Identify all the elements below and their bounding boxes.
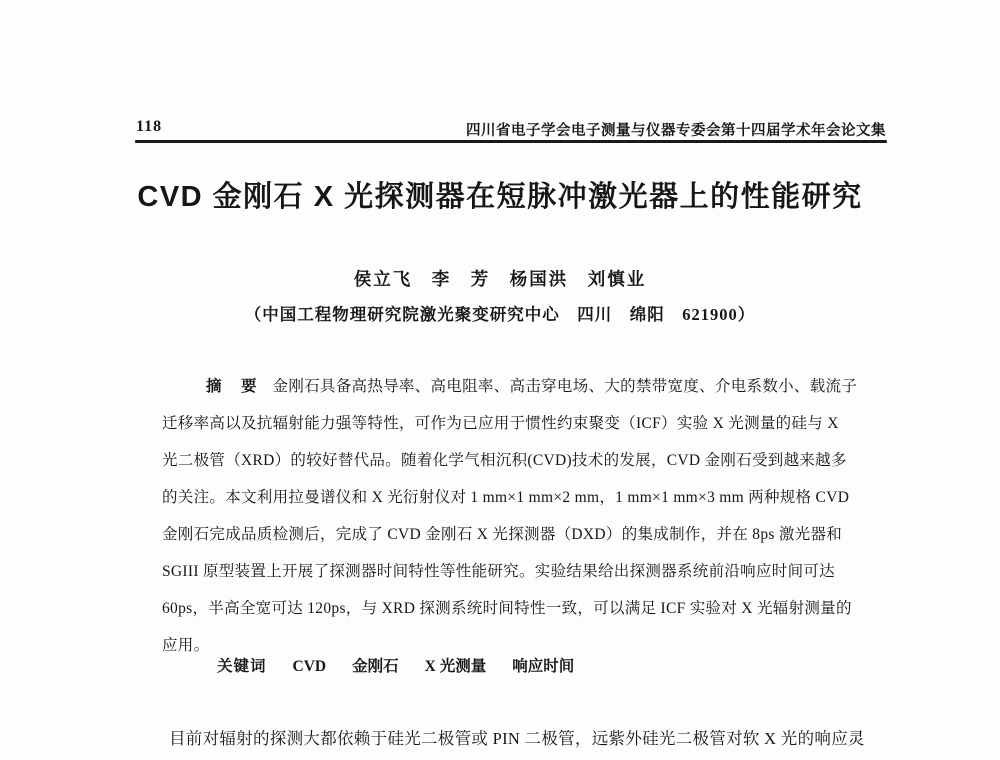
abstract-line: 的关注。本文利用拉曼谱仪和 X 光衍射仪对 1 mm×1 mm×2 mm，1 mm×1 mm×3 mm 两种规格 CVD [162, 489, 850, 506]
header-rule [135, 140, 887, 143]
abstract-line: 迁移率高以及抗辐射能力强等特性，可作为已应用于惯性约束聚变（ICF）实验 X 光测量的硅与 X [162, 415, 839, 432]
keyword-item: 响应时间 [512, 658, 575, 675]
keyword-item: 金刚石 [352, 658, 399, 675]
keyword-item: CVD [292, 658, 327, 675]
affiliation: （中国工程物理研究院激光聚变研究中心 四川 绵阳 621900） [244, 305, 756, 324]
abstract-line: 60ps，半高全宽可达 120ps，与 XRD 探测系统时间特性一致，可以满足 ICF 实验对 X 光辐射测量的 [162, 600, 852, 617]
abstract-line: SGIII 原型装置上开展了探测器时间特性等性能研究。实验结果给出探测器系统前沿响应时间可达 [162, 563, 835, 580]
abstract-line: 光二极管（XRD）的较好替代品。随着化学气相沉积(CVD)技术的发展，CVD 金刚石受到越来越多 [162, 452, 847, 469]
author-list: 侯立飞 李 芳 杨国洪 刘慎业 [353, 269, 647, 289]
body-first-line: 目前对辐射的探测大都依赖于硅光二极管或 PIN 二极管，远紫外硅光二极管对软 X 光的响应灵 [169, 729, 865, 748]
abstract-line: 金刚石完成品质检测后，完成了 CVD 金刚石 X 光探测器（DXD）的集成制作，并在 8ps 激光器和 [162, 526, 843, 543]
page-number: 118 [136, 118, 163, 135]
paper-title: CVD 金刚石 X 光探测器在短脉冲激光器上的性能研究 [137, 181, 863, 213]
keywords-line [162, 652, 858, 682]
abstract-line: 应用。 [162, 637, 210, 654]
keyword-item: X 光测量 [424, 658, 487, 675]
proceedings-header: 四川省电子学会电子测量与仪器专委会第十四届学术年会论文集 [466, 123, 886, 139]
abstract-text: 金刚石具备高热导率、高电阻率、高击穿电场、大的禁带宽度、介电系数小、载流子 [272, 378, 858, 395]
abstract-label: 摘 要 [206, 378, 259, 395]
abstract-section [162, 368, 858, 664]
abstract-line [162, 368, 858, 405]
keywords-label: 关键词 [217, 658, 267, 675]
